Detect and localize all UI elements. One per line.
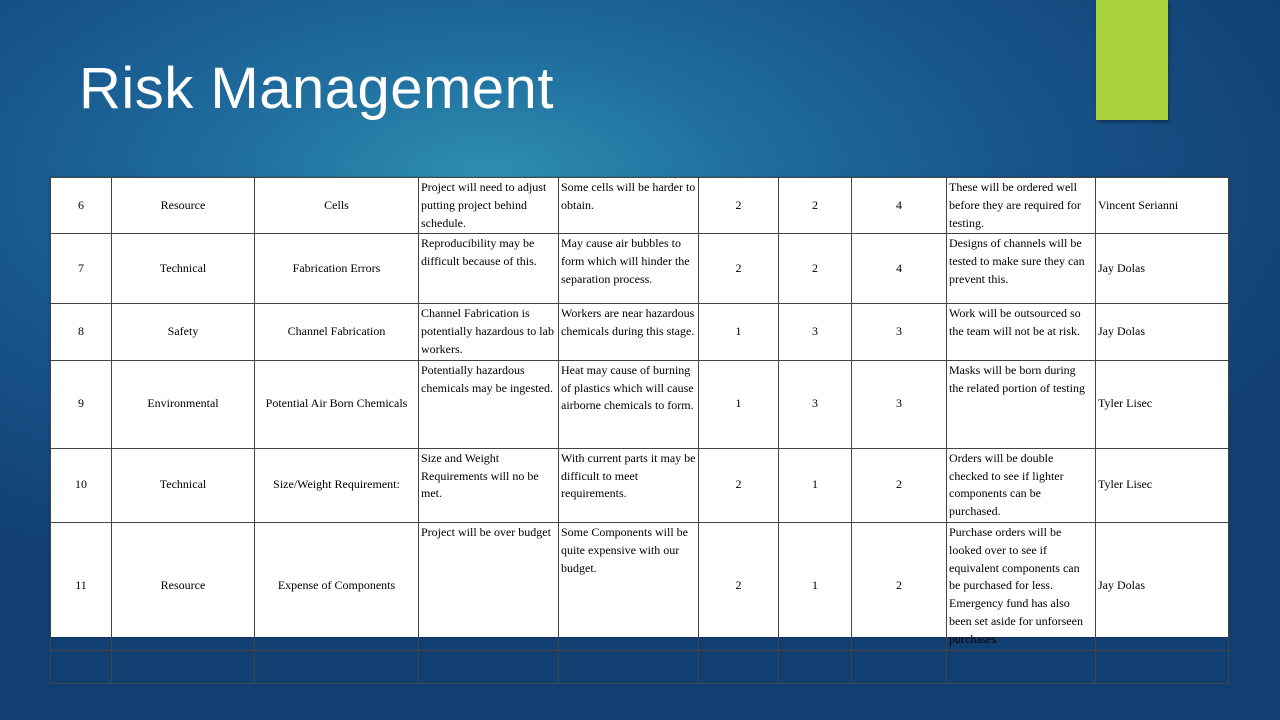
risk-impact: Size and Weight Requirements will no be met. [419,448,559,522]
risk-mitigation: Masks will be born during the related portion of testing [947,360,1096,448]
risk-owner: Jay Dolas [1096,304,1229,360]
risk-category: Resource [112,178,255,234]
risk-id: 7 [51,234,112,304]
risk-id: 10 [51,448,112,522]
risk-cause: Heat may cause of burning of plastics which will cause airborne chemicals to form. [559,360,699,448]
risk-score: 3 [852,360,947,448]
risk-mitigation: Orders will be double checked to see if lighter components can be purchased. [947,448,1096,522]
risk-probability: 1 [699,360,779,448]
table-row [51,448,1229,522]
risk-name: Expense of Components [255,522,419,650]
risk-id: 6 [51,178,112,234]
table-row [51,360,1229,448]
risk-severity: 3 [779,360,852,448]
risk-id: 8 [51,304,112,360]
risk-impact: Channel Fabrication is potentially hazardous to lab workers. [419,304,559,360]
risk-table [50,177,1228,646]
risk-mitigation: These will be ordered well before they are required for testing. [947,178,1096,234]
risk-score: 3 [852,304,947,360]
table-row [51,234,1229,304]
risk-owner: Tyler Lisec [1096,448,1229,522]
risk-category: Environmental [112,360,255,448]
risk-owner: Jay Dolas [1096,522,1229,650]
risk-table-grid [50,177,1229,684]
slide-title: Risk Management [79,56,554,121]
risk-impact: Potentially hazardous chemicals may be ingested. [419,360,559,448]
risk-severity: 3 [779,304,852,360]
accent-bar [1096,0,1168,120]
risk-name: Cells [255,178,419,234]
risk-probability: 2 [699,448,779,522]
risk-name: Size/Weight Requirement: [255,448,419,522]
risk-owner: Vincent Serianni [1096,178,1229,234]
risk-score: 2 [852,448,947,522]
risk-probability: 2 [699,178,779,234]
risk-owner: Jay Dolas [1096,234,1229,304]
risk-name: Potential Air Born Chemicals [255,360,419,448]
risk-probability: 2 [699,522,779,650]
risk-score: 4 [852,234,947,304]
risk-impact: Reproducibility may be difficult because of this. [419,234,559,304]
risk-name: Fabrication Errors [255,234,419,304]
risk-impact: Project will need to adjust putting project behind schedule. [419,178,559,234]
risk-mitigation: Designs of channels will be tested to make sure they can prevent this. [947,234,1096,304]
risk-category: Technical [112,448,255,522]
table-row [51,522,1229,650]
risk-category: Safety [112,304,255,360]
table-row-partial [51,650,1229,683]
risk-cause: With current parts it may be difficult to meet requirements. [559,448,699,522]
risk-severity: 1 [779,448,852,522]
risk-mitigation: Work will be outsourced so the team will not be at risk. [947,304,1096,360]
risk-severity: 1 [779,522,852,650]
risk-cause: Some cells will be harder to obtain. [559,178,699,234]
risk-severity: 2 [779,178,852,234]
risk-score: 2 [852,522,947,650]
risk-cause: Workers are near hazardous chemicals during this stage. [559,304,699,360]
risk-category: Resource [112,522,255,650]
risk-category: Technical [112,234,255,304]
risk-id: 11 [51,522,112,650]
risk-score: 4 [852,178,947,234]
risk-severity: 2 [779,234,852,304]
risk-mitigation: Purchase orders will be looked over to see if equivalent components can be purchased for less. Emergency fund has also been set aside for unforseen purchases [947,522,1096,650]
risk-name: Channel Fabrication [255,304,419,360]
risk-owner: Tyler Lisec [1096,360,1229,448]
risk-probability: 1 [699,304,779,360]
risk-cause: Some Components will be quite expensive with our budget. [559,522,699,650]
risk-probability: 2 [699,234,779,304]
table-row [51,304,1229,360]
risk-id: 9 [51,360,112,448]
table-row [51,178,1229,234]
risk-impact: Project will be over budget [419,522,559,650]
risk-cause: May cause air bubbles to form which will hinder the separation process. [559,234,699,304]
